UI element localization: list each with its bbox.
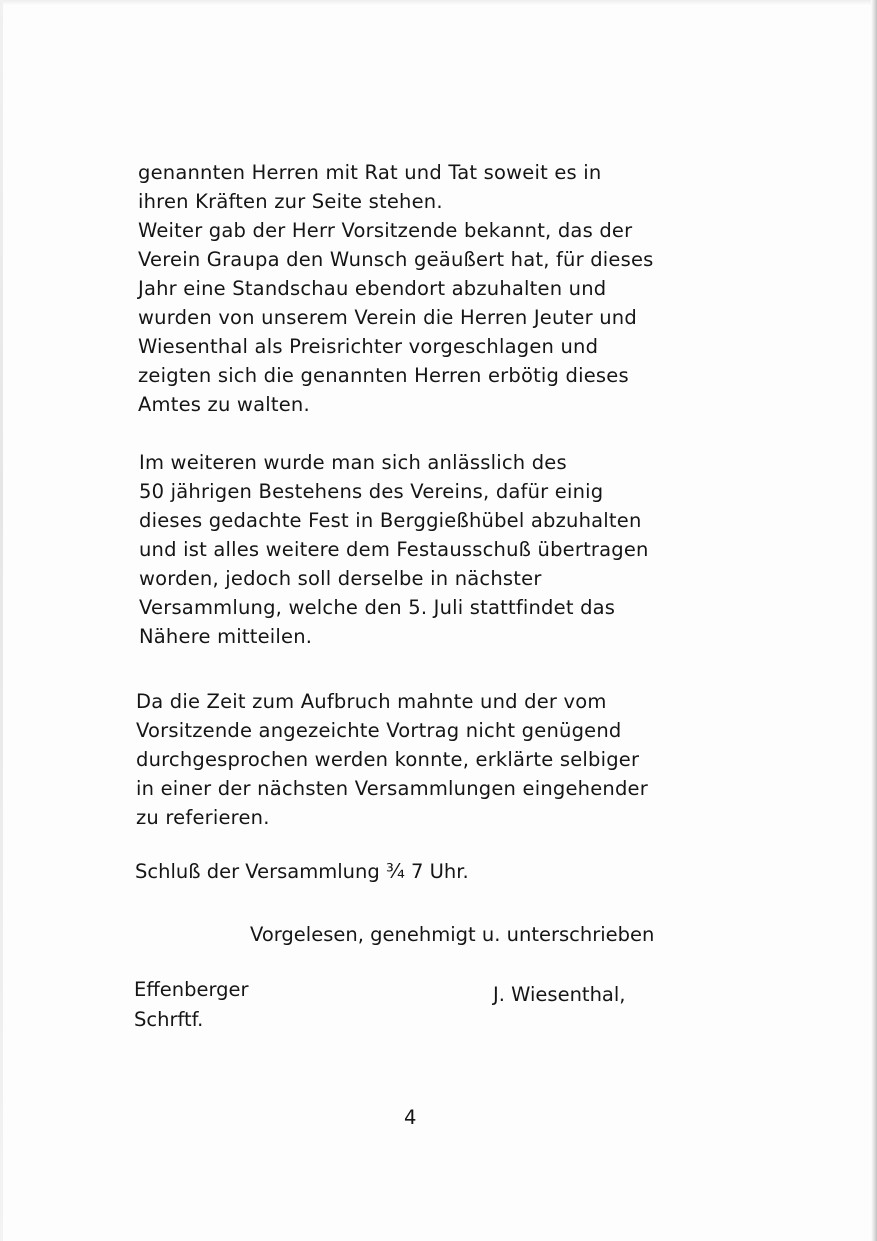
signature-left-title: Schrftf. (134, 1008, 204, 1031)
text-line: ihren Kräften zur Seite stehen. (138, 190, 443, 213)
text-line: Nähere mitteilen. (139, 625, 313, 648)
signature-right: J. Wiesenthal, (493, 983, 626, 1006)
text-line: Wiesenthal als Preisrichter vorgeschlagen und (138, 335, 599, 358)
text-line: in einer der nächsten Versammlungen eingehender (136, 777, 648, 800)
text-line: dieses gedachte Fest in Berggießhübel abzuhalten (139, 509, 642, 532)
text-line: wurden von unserem Verein die Herren Jeuter und (138, 306, 637, 329)
text-line: genannten Herren mit Rat und Tat soweit es in (138, 161, 602, 184)
approval-line: Vorgelesen, genehmigt u. unterschrieben (250, 923, 655, 946)
scan-edge-left (0, 0, 3, 1241)
meeting-closing-line: Schluß der Versammlung ¾ 7 Uhr. (135, 860, 469, 883)
signature-left-name: Effenberger (134, 978, 249, 1001)
scan-edge-right (871, 0, 877, 1241)
text-line: Jahr eine Standschau ebendort abzuhalten und (138, 277, 607, 300)
text-line: 50 jährigen Bestehens des Vereins, dafür einig (139, 480, 604, 503)
scan-edge-top (0, 0, 877, 6)
text-line: zu referieren. (136, 806, 270, 829)
text-line: durchgesprochen werden konnte, erklärte selbiger (136, 748, 640, 771)
text-line: Amtes zu walten. (138, 393, 310, 416)
text-line: Vorsitzende angezeichte Vortrag nicht genügend (136, 719, 622, 742)
paragraph-3 (136, 687, 716, 832)
text-line: und ist alles weitere dem Festausschuß übertragen (139, 538, 649, 561)
text-line: Im weiteren wurde man sich anlässlich des (139, 451, 567, 474)
text-line: Weiter gab der Herr Vorsitzende bekannt, das der (138, 219, 633, 242)
paragraph-2 (139, 448, 719, 651)
paragraph-1 (138, 158, 718, 419)
text-line: Verein Graupa den Wunsch geäußert hat, für dieses (138, 248, 654, 271)
text-line: Da die Zeit zum Aufbruch mahnte und der vom (136, 690, 607, 713)
text-line: worden, jedoch soll derselbe in nächster (139, 567, 542, 590)
text-line: zeigten sich die genannten Herren erbötig dieses (138, 364, 629, 387)
signature-left (134, 975, 249, 1035)
text-line: Versammlung, welche den 5. Juli stattfindet das (139, 596, 616, 619)
page-number: 4 (404, 1106, 417, 1129)
